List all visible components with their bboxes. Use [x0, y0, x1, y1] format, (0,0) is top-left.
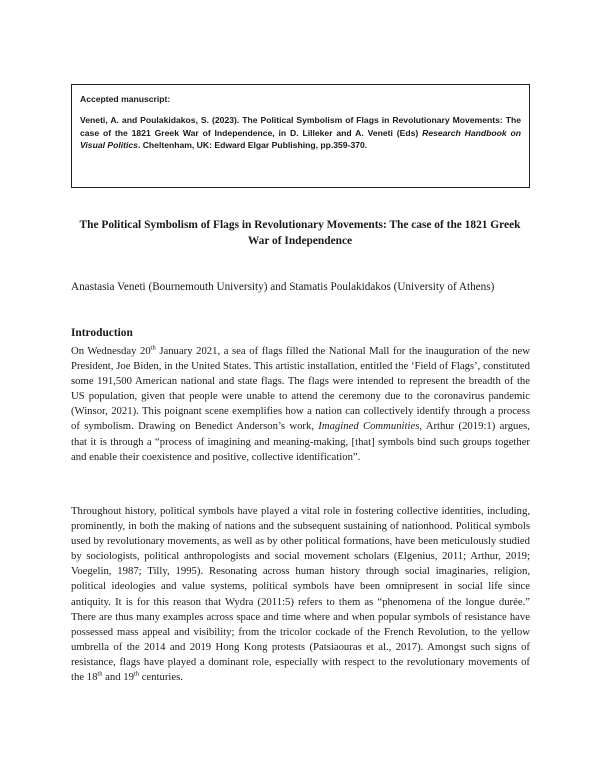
citation-text — [80, 114, 521, 151]
paper-title: The Political Symbolism of Flags in Revolutionary Movements: The case of the 1821 Greek War of Independence — [79, 219, 521, 247]
superscript: th — [150, 344, 156, 352]
paragraph-2 — [71, 504, 530, 685]
section-heading-introduction: Introduction — [71, 327, 133, 339]
text-run: On Wednesday 20 — [71, 345, 151, 357]
manuscript-citation-box — [71, 84, 530, 188]
superscript: th — [133, 670, 140, 678]
citation-book-title: Research Handbook on Visual Politics — [80, 127, 522, 151]
text-run: centuries. — [139, 671, 183, 684]
superscript: th — [97, 670, 103, 678]
accepted-manuscript-label: Accepted manuscript: — [80, 94, 171, 104]
citation-part: . Cheltenham, UK: Edward Elgar Publishing, pp.359-370. — [137, 140, 368, 151]
citation-part: Veneti, A. and Poulakidakos, S. (2023). The Political Symbolism of Flags in Revolutionary Movements: The case of the 1821 Greek War of Independence, in D. Lilleker and A. Veneti (Eds) — [80, 115, 521, 138]
paragraph-1 — [71, 344, 530, 465]
text-run: January 2021, a sea of flags filled the National Mall for the inauguration of the new President, Joe Biden, in the United States. This artistic installation, entitled the ‘Field of Flags’, constituted some 191,500 American national and state flags. The flags were intended to represent the breadth of the US population, given that people were unable to attend the ceremony due to the coronavirus pandemic (Winsor, 2021). This poignant scene exemplifies how a nation can collectively identify through a process of symbolism. Drawing on Benedict Anderson’s work, — [71, 345, 530, 433]
text-run: and 19 — [102, 671, 134, 684]
italic-title: Imagined Communities — [318, 420, 420, 433]
text-run: , Arthur (2019:1) argues, that it is through a “process of imagining and meaning-making, [that] symbols bind such groups together and enable their coexistence and positive, collective identification”. — [71, 420, 530, 463]
authors-line: Anastasia Veneti (Bournemouth University) and Stamatis Poulakidakos (University of Athens) — [71, 281, 495, 293]
text-run: Throughout history, political symbols have played a vital role in fostering collective identities, including, prominently, in both the making of nations and the subsequent sustaining of nationhood. Political symbols used by revolutionary movements, as well as by other political formations, have been meticulously studied by sociologists, political anthropologists and social movement scholars (Elgenius, 2011; Arthur, 2019; Voegelin, 1987; Tilly, 1995). Resonating across human history through social imaginaries, religion, political ideologies and value systems, political symbols have been omnipresent in social life since antiquity. It is for this reason that Wydra (2011:5) refers to them as “phenomena of the longue durée.” There are thus many examples across space and time where and when popular symbols of resistance have possessed mass appeal and visibility; from the tricolor cockade of the French Revolution, to the yellow umbrella of the 2014 and 2019 Hong Kong protests (Patsiaouras et al., 2017). Amongst such signs of resistance, flags have played a dominant role, especially with respect to the revolutionary movements of the 18 — [71, 505, 530, 684]
